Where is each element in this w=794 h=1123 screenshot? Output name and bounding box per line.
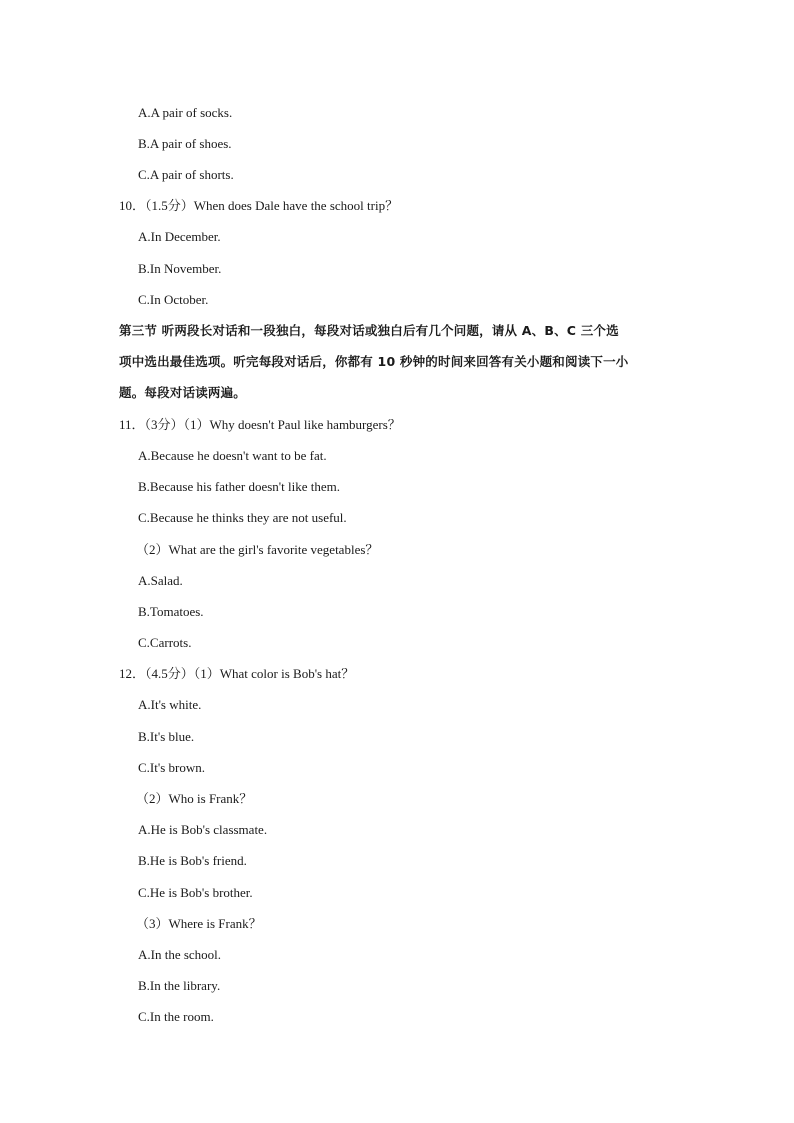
q11-p1-option-a: A.Because he doesn't want to be fat. (138, 448, 327, 463)
section3-line-1: 第三节 听两段长对话和一段独白，每段对话或独白后有几个问题，请从 A、B、C 三个选 (119, 323, 619, 338)
q11-p1-option-c: C.Because he thinks they are not useful. (138, 510, 347, 525)
q11-stem: 11．（3分）（1）Why doesn't Paul like hamburgers？ (119, 417, 401, 432)
q12-p3-stem: （3）Where is Frank？ (136, 916, 262, 931)
q9-option-c: C.A pair of shorts. (138, 167, 234, 182)
section3-line-3: 题。每段对话读两遍。 (119, 385, 247, 400)
q12-p1-option-b: B.It's blue. (138, 729, 195, 744)
q10-option-b: B.In November. (138, 261, 222, 276)
q10-stem: 10．（1.5分）When does Dale have the school trip？ (119, 198, 399, 213)
q12-p2-option-a: A.He is Bob's classmate. (138, 822, 268, 837)
q9-option-a: A.A pair of socks. (138, 105, 233, 120)
q11-p2-stem: （2）What are the girl's favorite vegetables？ (136, 542, 379, 557)
q11-p2-option-c: C.Carrots. (138, 635, 192, 650)
q11-p2-option-a: A.Salad. (138, 573, 183, 588)
q12-p2-stem: （2）Who is Frank？ (136, 791, 253, 806)
q12-p2-option-b: B.He is Bob's friend. (138, 853, 247, 868)
q12-stem: 12．（4.5分）（1）What color is Bob's hat？ (119, 666, 355, 681)
q12-p1-option-c: C.It's brown. (138, 760, 205, 775)
q9-option-b: B.A pair of shoes. (138, 136, 232, 151)
q10-option-a: A.In December. (138, 229, 221, 244)
section3-line-2: 项中选出最佳选项。听完每段对话后，你都有 10 秒钟的时间来回答有关小题和阅读下一小 (119, 354, 629, 369)
q10-option-c: C.In October. (138, 292, 209, 307)
q12-p2-option-c: C.He is Bob's brother. (138, 885, 253, 900)
q12-p3-option-c: C.In the room. (138, 1009, 214, 1024)
q11-p1-option-b: B.Because his father doesn't like them. (138, 479, 340, 494)
q12-p1-option-a: A.It's white. (138, 697, 202, 712)
q12-p3-option-a: A.In the school. (138, 947, 222, 962)
q12-p3-option-b: B.In the library. (138, 978, 221, 993)
q11-p2-option-b: B.Tomatoes. (138, 604, 204, 619)
